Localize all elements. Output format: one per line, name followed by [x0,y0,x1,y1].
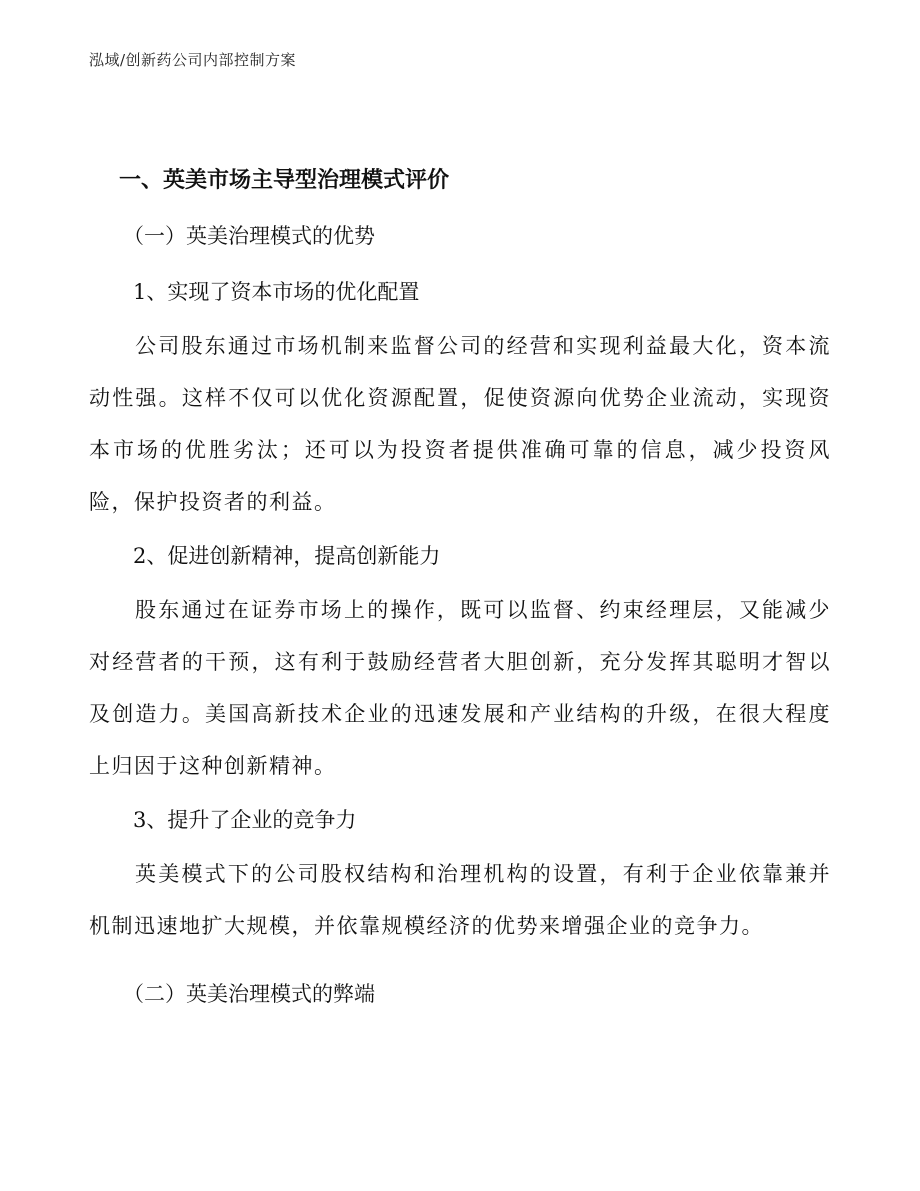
main-heading: 一、英美市场主导型治理模式评价 [119,167,450,193]
running-header: 泓域/创新药公司内部控制方案 [89,51,297,69]
header-divider [86,76,834,77]
paragraph-2: 股东通过在证券市场上的操作，既可以监督、约束经理层，又能减少对经营者的干预，这有利于鼓励经营者大胆创新，充分发挥其聪明才智以及创造力。美国高新技术企业的迅速发展和产业结构的升级，在很大程度上归因于这种创新精神。 [89,598,831,778]
document-body [89,152,831,1022]
section-heading-advantages: （一）英美治理模式的优势 [123,224,375,248]
section-heading-disadvantages: （二）英美治理模式的弊端 [123,982,375,1006]
item-heading-1: 1、实现了资本市场的优化配置 [133,280,420,304]
spacer [89,952,831,966]
paragraph-1: 公司股东通过市场机制来监督公司的经营和实现利益最大化，资本流动性强。这样不仅可以优化资源配置，促使资源向优势企业流动，实现资本市场的优胜劣汰；还可以为投资者提供准确可靠的信息，减少投资风险，保护投资者的利益。 [89,334,831,514]
paragraph-3: 英美模式下的公司股权结构和治理机构的设置，有利于企业依靠兼并机制迅速地扩大规模，并依靠规模经济的优势来增强企业的竞争力。 [89,862,831,938]
item-heading-3: 3、提升了企业的竞争力 [133,808,357,832]
item-heading-2: 2、促进创新精神，提高创新能力 [133,544,441,568]
